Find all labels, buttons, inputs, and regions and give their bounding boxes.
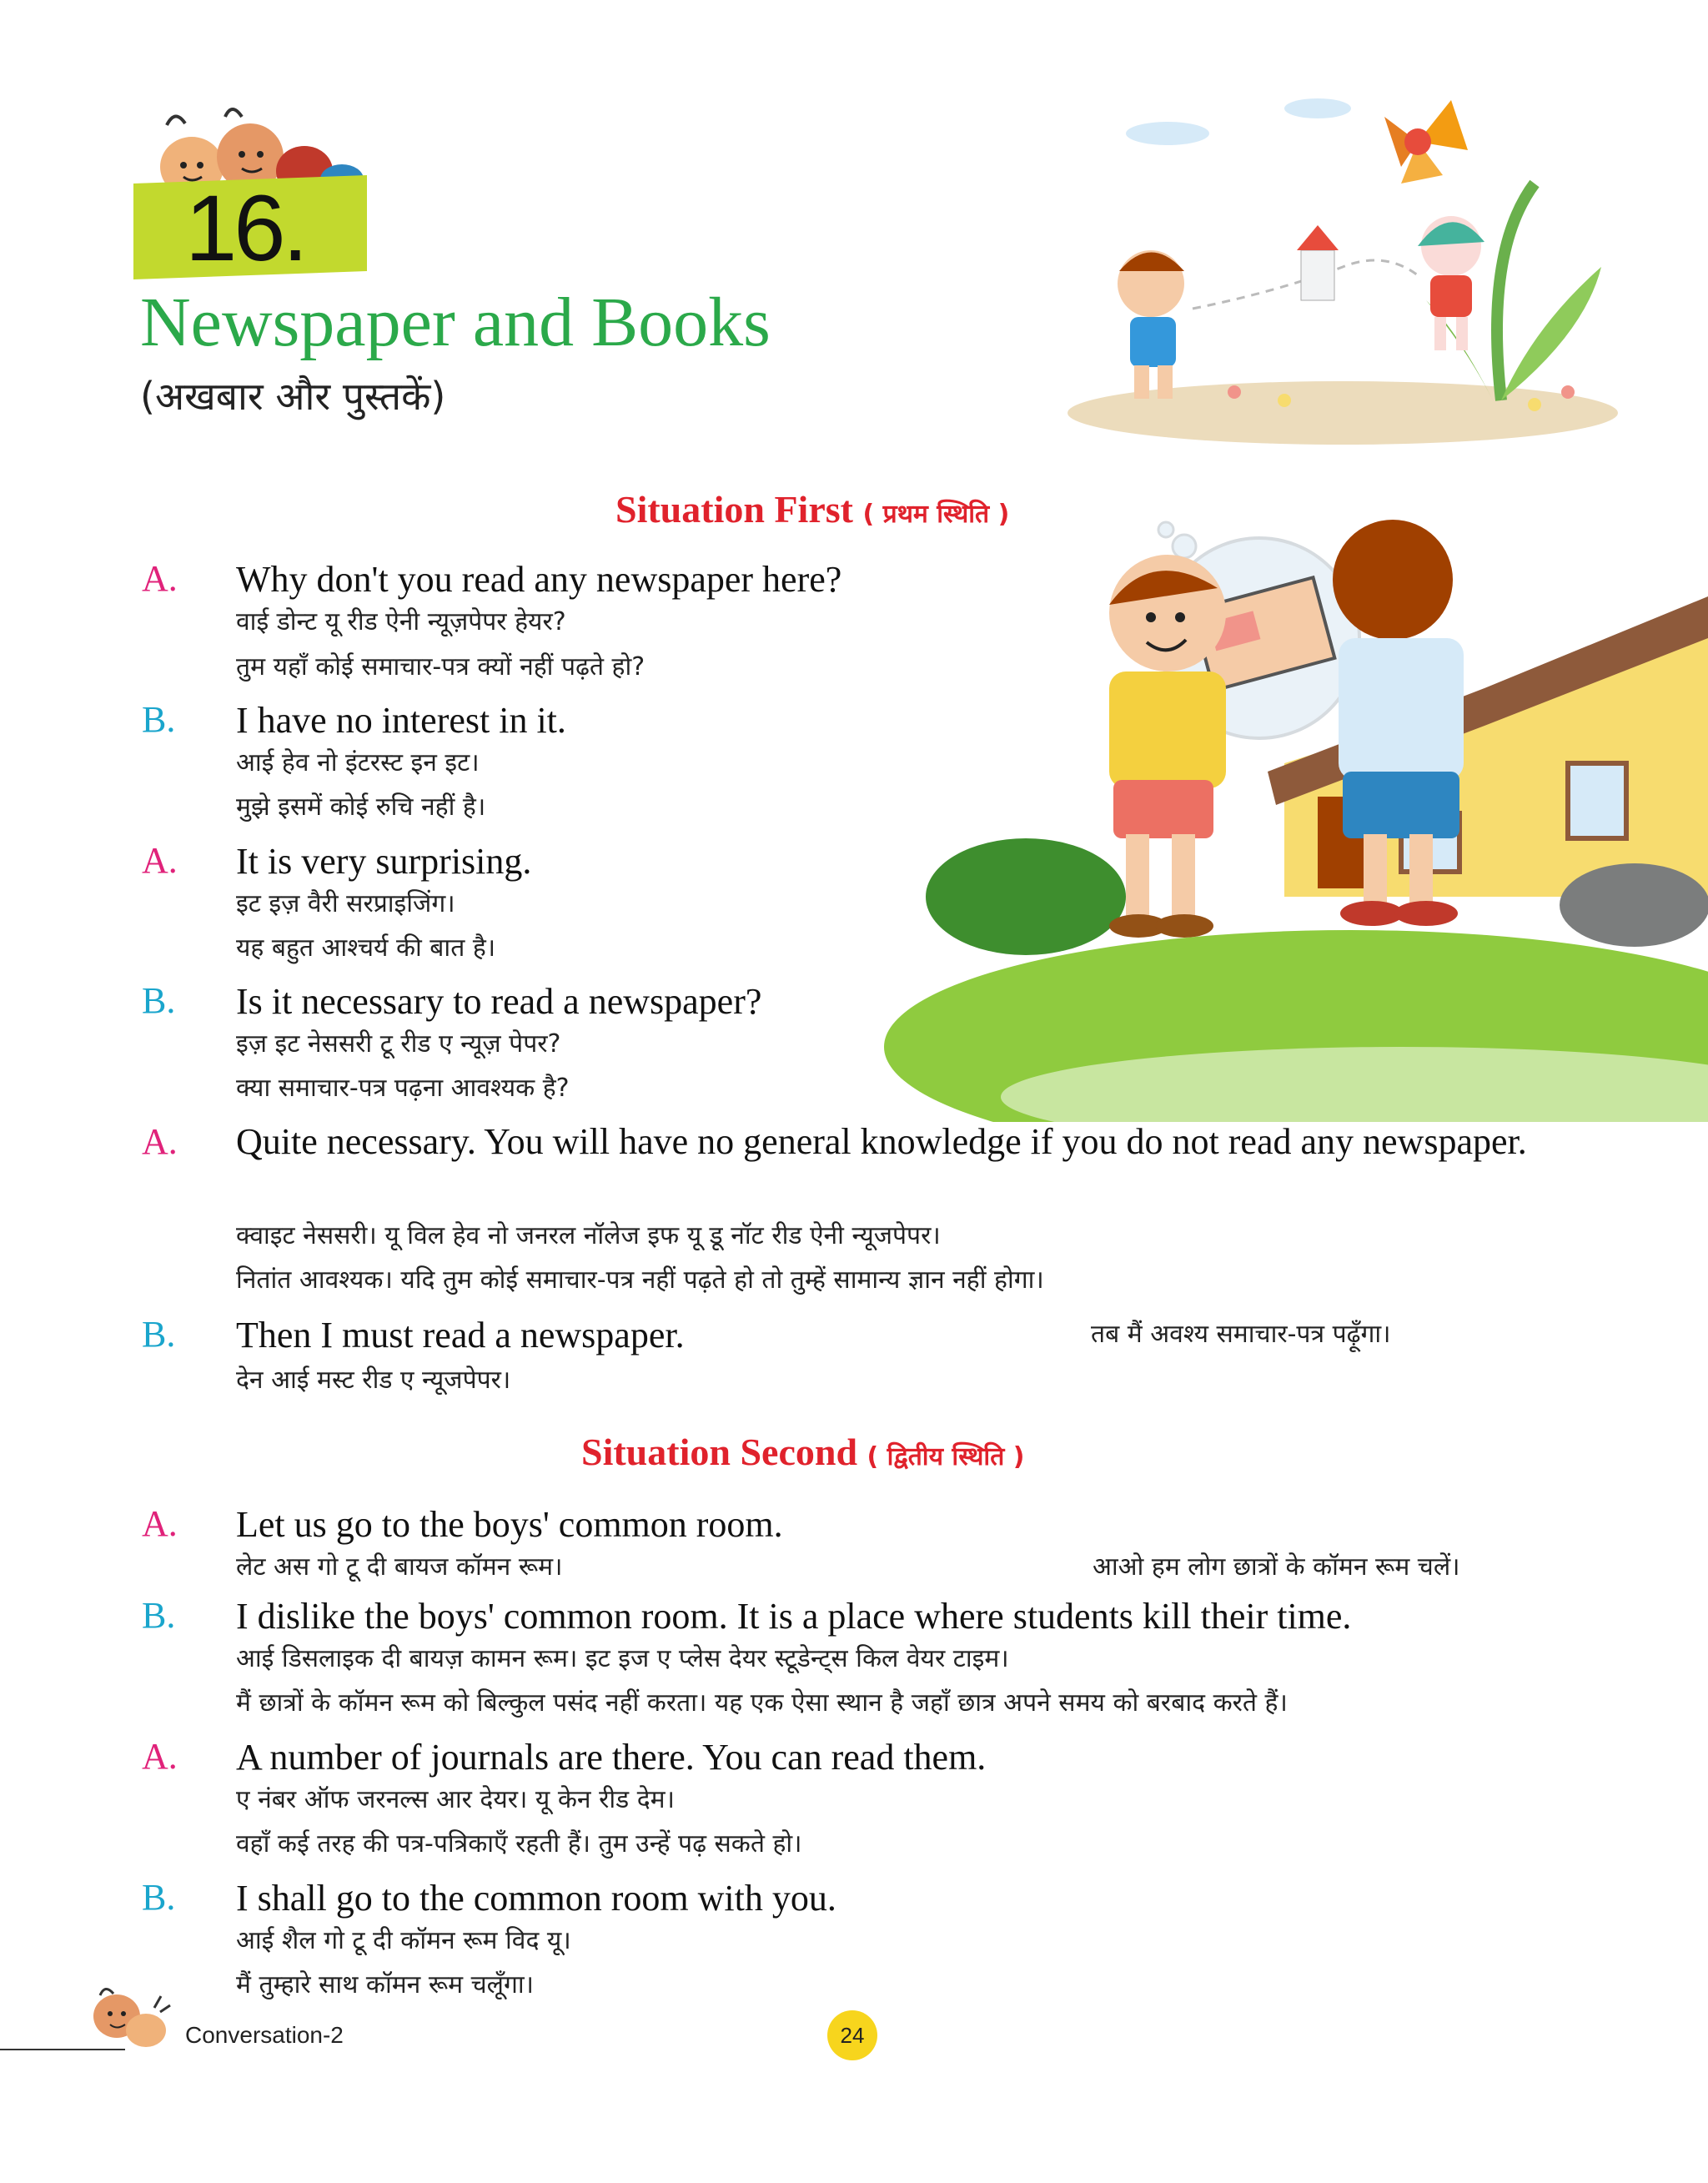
footer-mascot-icon [83, 1979, 175, 2057]
dialogue-transliteration: वाई डोन्ट यू रीड ऐनी न्यूज़पेपर हेयर? [236, 607, 566, 636]
speaker-label: A. [142, 1503, 178, 1544]
dialogue-translation: नितांत आवश्यक। यदि तुम कोई समाचार-पत्र नहीं पढ़ते हो तो तुम्हें सामान्य ज्ञान नहीं होगा। [236, 1265, 1044, 1295]
speaker-label: B. [142, 699, 176, 740]
speaker-label: A. [142, 840, 178, 881]
situation-second-heading [581, 1433, 1024, 1471]
dialogue-english: It is very surprising. [236, 841, 532, 882]
situation-second-hindi: ( द्वितीय स्थिति ) [867, 1442, 1025, 1471]
dialogue-translation: तब मैं अवश्य समाचार-पत्र पढ़ूँगा। [1091, 1320, 1391, 1349]
speaker-label: B. [142, 980, 176, 1021]
dialogue-english: I dislike the boys' common room. It is a place where students kill their time. [236, 1596, 1352, 1637]
speaker-label: A. [142, 558, 178, 599]
dialogue-transliteration: क्वाइट नेससरी। यू विल हेव नो जनरल नॉलेज इफ यू डू नॉट रीड ऐनी न्यूजपेपर। [236, 1221, 941, 1250]
dialogue-translation: आओ हम लोग छात्रों के कॉमन रूम चलें। [1093, 1552, 1460, 1582]
speaker-label: A. [142, 1121, 178, 1162]
dialogue-translation: तुम यहाँ कोई समाचार-पत्र क्यों नहीं पढ़ते हो? [236, 652, 646, 682]
dialogue-transliteration: ए नंबर ऑफ जरनल्स आर देयर। यू केन रीड देम। [236, 1785, 675, 1814]
dialogue-english: Quite necessary. You will have no general knowledge if you do not read any newspaper. [236, 1121, 1527, 1162]
kids-flower-illustration [1068, 83, 1643, 454]
dialogue-transliteration: इट इज़ वैरी सरप्राइजिंग। [236, 889, 455, 918]
dialogue-transliteration: आई डिसलाइक दी बायज़ कामन रूम। इट इज ए प्लेस देयर स्टूडेन्ट्स किल वेयर टाइम। [236, 1644, 1009, 1673]
speaker-label: B. [142, 1877, 176, 1918]
chapter-number: 16. [185, 176, 305, 280]
dialogue-english: I have no interest in it. [236, 700, 566, 741]
speaker-label: B. [142, 1595, 176, 1636]
dialogue-english: I shall go to the common room with you. [236, 1878, 836, 1919]
dialogue-translation: वहाँ कई तरह की पत्र-पत्रिकाएँ रहती हैं। तुम उन्हें पढ़ सकते हो। [236, 1829, 802, 1859]
dialogue-transliteration: आई शैल गो टू दी कॉमन रूम विद यू। [236, 1926, 571, 1955]
page-number: 24 [827, 2010, 877, 2060]
speaker-label: B. [142, 1314, 176, 1355]
dialogue-translation: मैं तुम्हारे साथ कॉमन रूम चलूँगा। [236, 1970, 535, 1999]
dialogue-transliteration: लेट अस गो टू दी बायज कॉमन रूम। [236, 1552, 563, 1582]
dialogue-transliteration: देन आई मस्ट रीड ए न्यूजपेपर। [236, 1366, 511, 1395]
dialogue-translation: क्या समाचार-पत्र पढ़ना आवश्यक है? [236, 1074, 570, 1103]
dialogue-english: Why don't you read any newspaper here? [236, 559, 842, 600]
dialogue-translation: यह बहुत आश्चर्य की बात है। [236, 933, 496, 963]
dialogue-translation: मैं छात्रों के कॉमन रूम को बिल्कुल पसंद नहीं करता। यह एक ऐसा स्थान है जहाँ छात्र अपने समय को बरबाद करते हैं। [236, 1688, 1288, 1718]
dialogue-english: Let us go to the boys' common room. [236, 1504, 783, 1545]
footer-book-title: Conversation-2 [185, 2022, 344, 2048]
boys-newspaper-illustration [884, 513, 1708, 1125]
dialogue-english: A number of journals are there. You can read them. [236, 1737, 987, 1778]
situation-first-title: Situation First [615, 488, 853, 531]
dialogue-transliteration: इज़ इट नेससरी टू रीड ए न्यूज़ पेपर? [236, 1029, 561, 1059]
situation-first-hindi: ( प्रथम स्थिति ) [862, 500, 1010, 529]
dialogue-english: Then I must read a newspaper. [236, 1315, 685, 1356]
dialogue-transliteration: आई हेव नो इंटरस्ट इन इट। [236, 748, 480, 777]
chapter-title: Newspaper and Books [140, 284, 771, 361]
chapter-subtitle: (अखबार और पुस्तकें) [140, 374, 446, 419]
speaker-label: A. [142, 1736, 178, 1777]
dialogue-english: Is it necessary to read a newspaper? [236, 981, 762, 1022]
situation-second-title: Situation Second [581, 1431, 858, 1473]
dialogue-translation: मुझे इसमें कोई रुचि नहीं है। [236, 792, 486, 822]
